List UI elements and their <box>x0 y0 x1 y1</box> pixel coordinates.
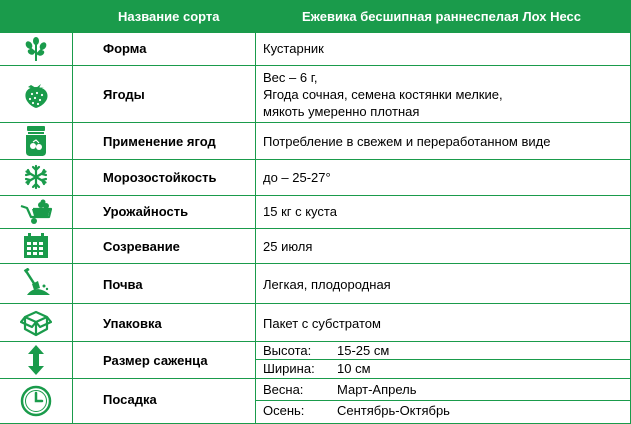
berry-description <box>263 69 503 120</box>
row-value: до – 25-27° <box>263 170 331 185</box>
clock-icon <box>14 384 58 418</box>
table-row <box>0 66 631 123</box>
planting-label: Осень: <box>263 403 305 418</box>
bush-icon <box>14 33 58 65</box>
jam-jar-icon <box>14 124 58 158</box>
sub-row-divider <box>255 359 631 360</box>
snowflake-icon <box>14 160 58 194</box>
table-row <box>0 123 631 160</box>
table-row <box>0 196 631 229</box>
wheelbarrow-icon <box>14 195 58 229</box>
row-name: Посадка <box>103 392 157 407</box>
calendar-icon <box>14 229 58 263</box>
planting-value: Март-Апрель <box>337 382 417 397</box>
row-value: Пакет с субстратом <box>263 316 381 331</box>
row-value: Кустарник <box>263 41 324 56</box>
table-row <box>0 379 631 424</box>
table-row <box>0 160 631 196</box>
size-label: Ширина: <box>263 361 315 376</box>
planting-label: Весна: <box>263 382 304 397</box>
sub-row-divider <box>255 400 631 401</box>
size-value: 15-25 см <box>337 343 390 358</box>
row-name: Размер саженца <box>103 353 208 368</box>
row-value: 25 июля <box>263 239 313 254</box>
berry-line: Ягода сочная, семена костянки мелкие, <box>263 87 503 102</box>
size-value: 10 см <box>337 361 371 376</box>
header-col-name: Ежевика бесшипная раннеспелая Лох Несс <box>302 9 581 24</box>
table-row <box>0 342 631 379</box>
row-name: Форма <box>103 41 147 56</box>
table-row <box>0 304 631 342</box>
berry-line: Вес – 6 г, <box>263 70 318 85</box>
row-name: Созревание <box>103 239 180 254</box>
header-col-variety: Название сорта <box>118 9 220 24</box>
planting-value: Сентябрь-Октябрь <box>337 403 450 418</box>
row-name: Почва <box>103 277 143 292</box>
size-label: Высота: <box>263 343 312 358</box>
table-header <box>0 0 631 33</box>
row-name: Ягоды <box>103 87 145 102</box>
shovel-soil-icon <box>14 266 58 300</box>
row-name: Урожайность <box>103 204 189 219</box>
row-name: Применение ягод <box>103 134 216 149</box>
table-row <box>0 33 631 66</box>
row-name: Морозостойкость <box>103 170 217 185</box>
row-name: Упаковка <box>103 316 162 331</box>
table-row <box>0 264 631 304</box>
row-value: 15 кг с куста <box>263 204 337 219</box>
berry-line: мякоть умеренно плотная <box>263 104 420 119</box>
table-row <box>0 229 631 264</box>
up-down-arrow-icon <box>14 343 58 377</box>
strawberry-icon <box>14 77 58 111</box>
row-value: Потребление в свежем и переработанном виде <box>263 134 551 149</box>
row-value: Легкая, плодородная <box>263 277 391 292</box>
box-icon <box>14 305 58 339</box>
